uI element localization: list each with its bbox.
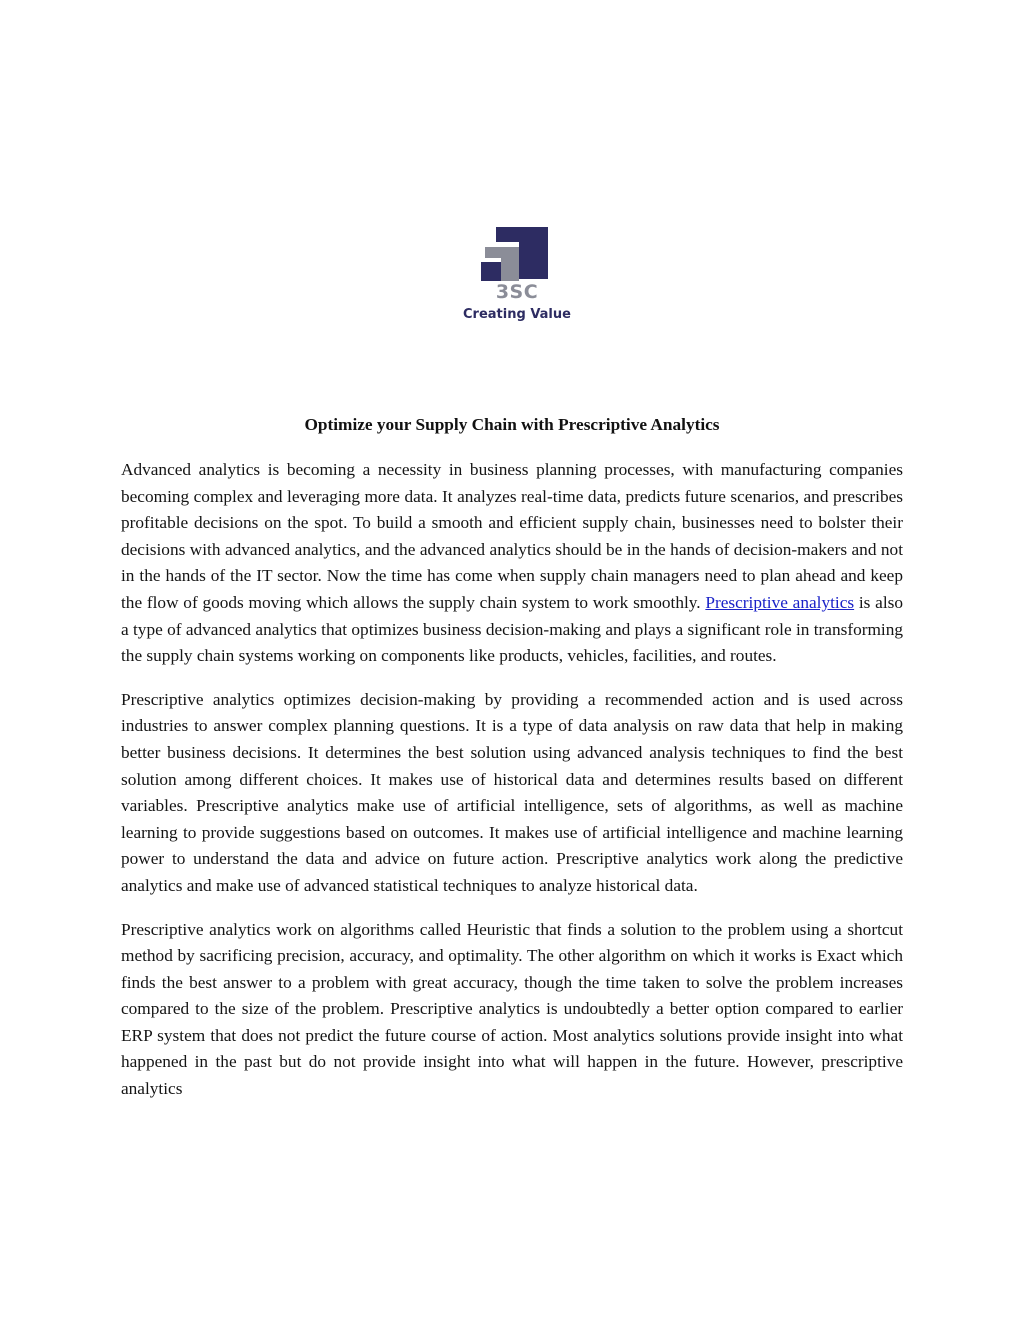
logo-squares-icon [462,225,572,281]
paragraph-1-text-start: Advanced analytics is becoming a necessity in business planning processes, with manufacturing companies becoming complex and leveraging more data. It analyzes real-time data, predicts future scenarios, and prescribes profitable decisions on the spot. To build a smooth and efficient supply chain, businesses need to bolster their decisions with advanced analytics, and the advanced analytics should be in the hands of decision-makers and not in the hands of the IT sector. Now the time has come when supply chain managers need to plan ahead and keep the flow of goods moving which allows the supply chain system to work smoothly. [121,460,903,612]
paragraph-1 [121,457,903,670]
paragraph-2: Prescriptive analytics optimizes decision-making by providing a recommended action and is used across industries to answer complex planning questions. It is a type of data analysis on raw data that help in making better business decisions. It determines the best solution using advanced analysis techniques to find the best solution among different choices. It makes use of historical data and determines results based on different variables. Prescriptive analytics make use of artificial intelligence, sets of algorithms, as well as machine learning to provide suggestions based on outcomes. It makes use of artificial intelligence and machine learning power to understand the data and advice on future action. Prescriptive analytics work along the predictive analytics and make use of advanced statistical techniques to analyze historical data. [121,689,903,895]
document-title: Optimize your Supply Chain with Prescriptive Analytics [304,415,720,434]
paragraph-1-text-end: is also a type of advanced analytics that optimizes business decision-making and plays a significant role in transforming the supply chain systems working on components like products, vehicles, facilities, and routes. [121,592,903,666]
logo-tagline: Creating Value [463,307,571,322]
paragraph-3: Prescriptive analytics work on algorithms called Heuristic that finds a solution to the problem using a shortcut method by sacrificing precision, accuracy, and optimality. The other algorithm on which it works is Exact which finds the best answer to a problem with great accuracy, though the time taken to solve the problem increases compared to the size of the problem. Prescriptive analytics is undoubtedly a better option compared to earlier ERP system that does not predict the future course of action. Most analytics solutions provide insight into what happened in the past but do not provide insight into what will happen in the future. However, prescriptive analytics [121,919,903,1099]
logo-name: 3SC [495,281,539,303]
prescriptive-analytics-link[interactable]: Prescriptive analytics [705,592,855,612]
document-body [121,412,903,1120]
company-logo [462,225,572,325]
